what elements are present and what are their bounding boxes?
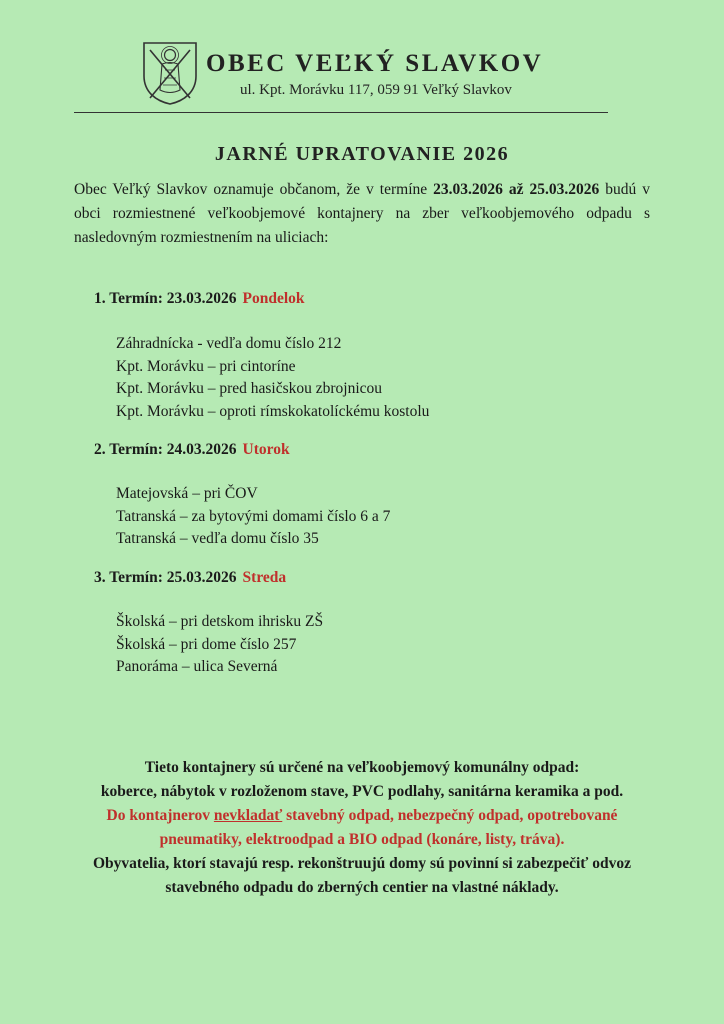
notice-line: stavebného odpadu do zberných centier na vlastné náklady. [165,879,559,896]
intro-text-end: budú v obci rozmiestnené veľkoobjemové kontajnery na zber veľkoobjemového odpadu s nasledovným rozmiestnením na uliciach: [74,181,650,246]
term-1-locations [116,333,429,423]
warning-line [40,804,684,828]
warning-text: Do kontajnerov [106,807,214,824]
term-3-heading [94,569,286,587]
term-3-label: 3. Termín: 25.03.2026 [94,569,237,586]
intro-paragraph [74,178,650,250]
page-title: JARNÉ UPRATOVANIE 2026 [214,143,510,165]
intro-text-start: Obec Veľký Slavkov oznamuje občanom, že v termíne [74,181,434,198]
term-1-label: 1. Termín: 23.03.2026 [94,290,237,307]
term-2-locations [116,483,390,551]
term-2-label: 2. Termín: 24.03.2026 [94,441,237,458]
warning-text: stavebný odpad, nebezpečný odpad, opotrebované [282,807,618,824]
notice-line: koberce, nábytok v rozloženom stave, PVC podlahy, sanitárna keramika a pod. [100,783,624,800]
notice-line: Tieto kontajnery sú určené na veľkoobjemový komunálny odpad: [144,759,580,776]
intro-dates: 23.03.2026 až 25.03.2026 [433,181,600,198]
term-1-day: Pondelok [242,290,305,307]
location-item: Matejovská – pri ČOV [116,485,258,502]
notice-line: Obyvatelia, ktorí stavajú resp. rekonštruujú domy sú povinní si zabezpečiť odvoz [93,855,631,872]
location-item: Panoráma – ulica Severná [116,658,278,675]
municipal-crest-icon [140,40,200,106]
letterhead [140,40,620,110]
warning-underlined: nevkladať [213,807,283,824]
organization-address: ul. Kpt. Morávku 117, 059 91 Veľký Slavkov [240,82,512,98]
warning-line: pneumatiky, elektroodpad a BIO odpad (konáre, listy, tráva). [159,831,565,848]
organization-name: OBEC VEĽKÝ SLAVKOV [206,50,544,77]
header-divider [74,112,608,113]
location-item: Kpt. Morávku – oproti rímskokatolíckému kostolu [116,402,430,420]
term-2-heading [94,441,290,459]
term-3-day: Streda [242,569,287,586]
location-item: Školská – pri dome číslo 257 [116,635,297,653]
location-item: Kpt. Morávku – pred hasičskou zbrojnicou [116,380,383,397]
location-item: Kpt. Morávku – pri cintoríne [116,357,296,375]
term-3-locations [116,611,323,679]
term-1-heading [94,290,305,308]
location-item: Školská – pri detskom ihrisku ZŠ [116,613,324,630]
notice-block [40,756,684,900]
location-item: Záhradnícka - vedľa domu číslo 212 [116,335,342,352]
location-item: Tatranská – za bytovými domami číslo 6 a 7 [116,507,391,525]
location-item: Tatranská – vedľa domu číslo 35 [116,530,319,547]
term-2-day: Utorok [242,441,290,458]
